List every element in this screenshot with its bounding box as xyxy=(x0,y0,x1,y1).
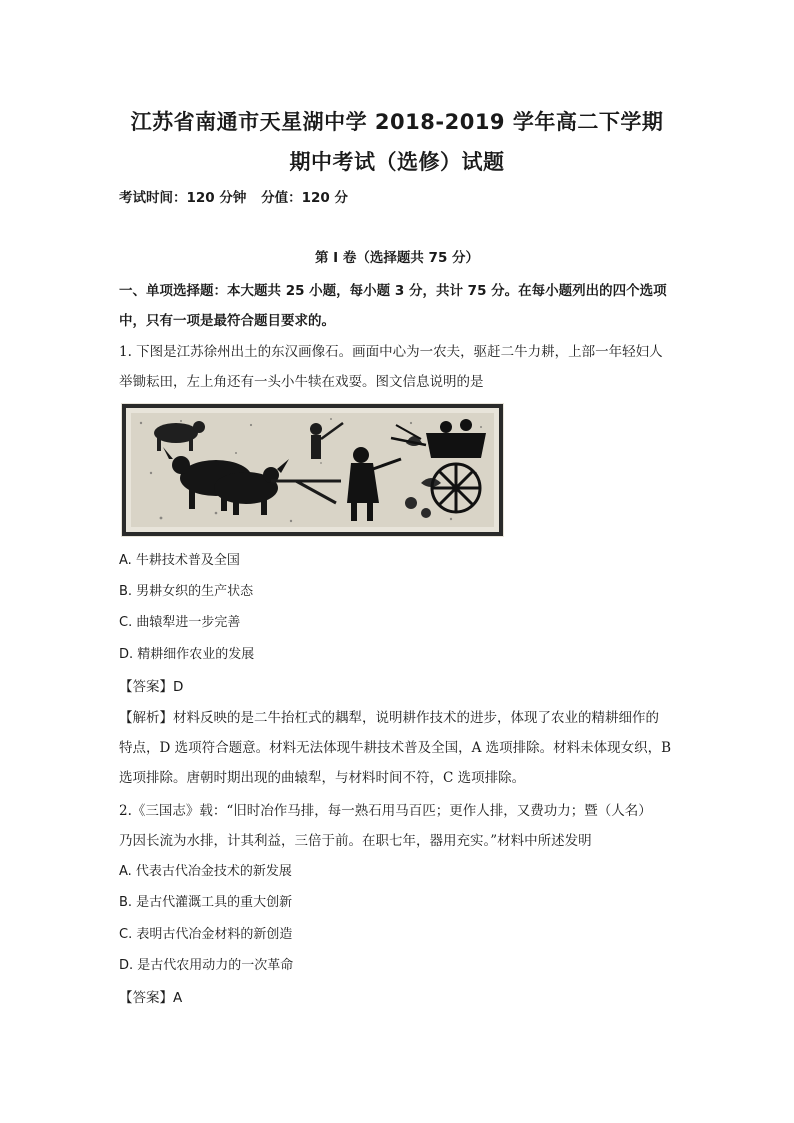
q2-answer: 【答案】A xyxy=(119,990,183,1006)
q1-stem-line-2: 举锄耘田，左上角还有一头小牛犊在戏耍。图文信息说明的是 xyxy=(119,374,484,390)
q1-stem-line-1: 1. 下图是江苏徐州出土的东汉画像石。画面中心为一农夫，驱赶二牛力耕，上部一年轻妇人 xyxy=(119,344,663,360)
q1-option-d: D. 精耕细作农业的发展 xyxy=(119,647,255,662)
exam-score: 分值：120 分 xyxy=(261,190,348,206)
document-title: 江苏省南通市天星湖中学 2018-2019 学年高二下学期 xyxy=(130,110,664,134)
q2-option-b: B. 是古代灌溉工具的重大创新 xyxy=(119,895,293,910)
q1-answer: 【答案】D xyxy=(119,679,184,695)
instruction-line-2: 中，只有一项是最符合题目要求的。 xyxy=(119,313,335,329)
q1-analysis-line-2: 特点，D 选项符合题意。材料无法体现牛耕技术普及全国，A 选项排除。材料未体现女织，B xyxy=(119,740,672,756)
section-heading: 第 I 卷（选择题共 75 分） xyxy=(314,250,480,266)
q1-option-b: B. 男耕女织的生产状态 xyxy=(119,584,254,599)
q2-option-d: D. 是古代农用动力的一次革命 xyxy=(119,958,294,973)
exam-meta xyxy=(119,186,348,206)
instruction-line-1: 一、单项选择题：本大题共 25 小题，每小题 3 分，共计 75 分。在每小题列出的四个选项 xyxy=(119,283,667,299)
q1-option-a: A. 牛耕技术普及全国 xyxy=(119,553,240,568)
q2-option-a: A. 代表古代冶金技术的新发展 xyxy=(119,864,292,879)
q2-stem-line-2: 乃因长流为水排，计其利益，三倍于前。在职七年，器用充实。”材料中所述发明 xyxy=(119,833,592,849)
stone-relief-illustration xyxy=(121,403,504,537)
q2-stem-line-1: 2.《三国志》载：“旧时冶作马排，每一熟石用马百匹；更作人排，又费功力；暨（人名） xyxy=(119,803,652,819)
exam-time: 考试时间：120 分钟 xyxy=(119,190,247,206)
q2-option-c: C. 表明古代冶金材料的新创造 xyxy=(119,927,293,942)
stone-relief-image xyxy=(121,403,504,537)
document-subtitle: 期中考试（选修）试题 xyxy=(289,150,505,174)
q1-analysis-line-3: 选项排除。唐朝时期出现的曲辕犁，与材料时间不符，C 选项排除。 xyxy=(119,770,526,786)
q1-option-c: C. 曲辕犁进一步完善 xyxy=(119,615,241,630)
q1-analysis-line-1: 【解析】材料反映的是二牛抬杠式的耦犁，说明耕作技术的进步，体现了农业的精耕细作的 xyxy=(119,710,659,726)
